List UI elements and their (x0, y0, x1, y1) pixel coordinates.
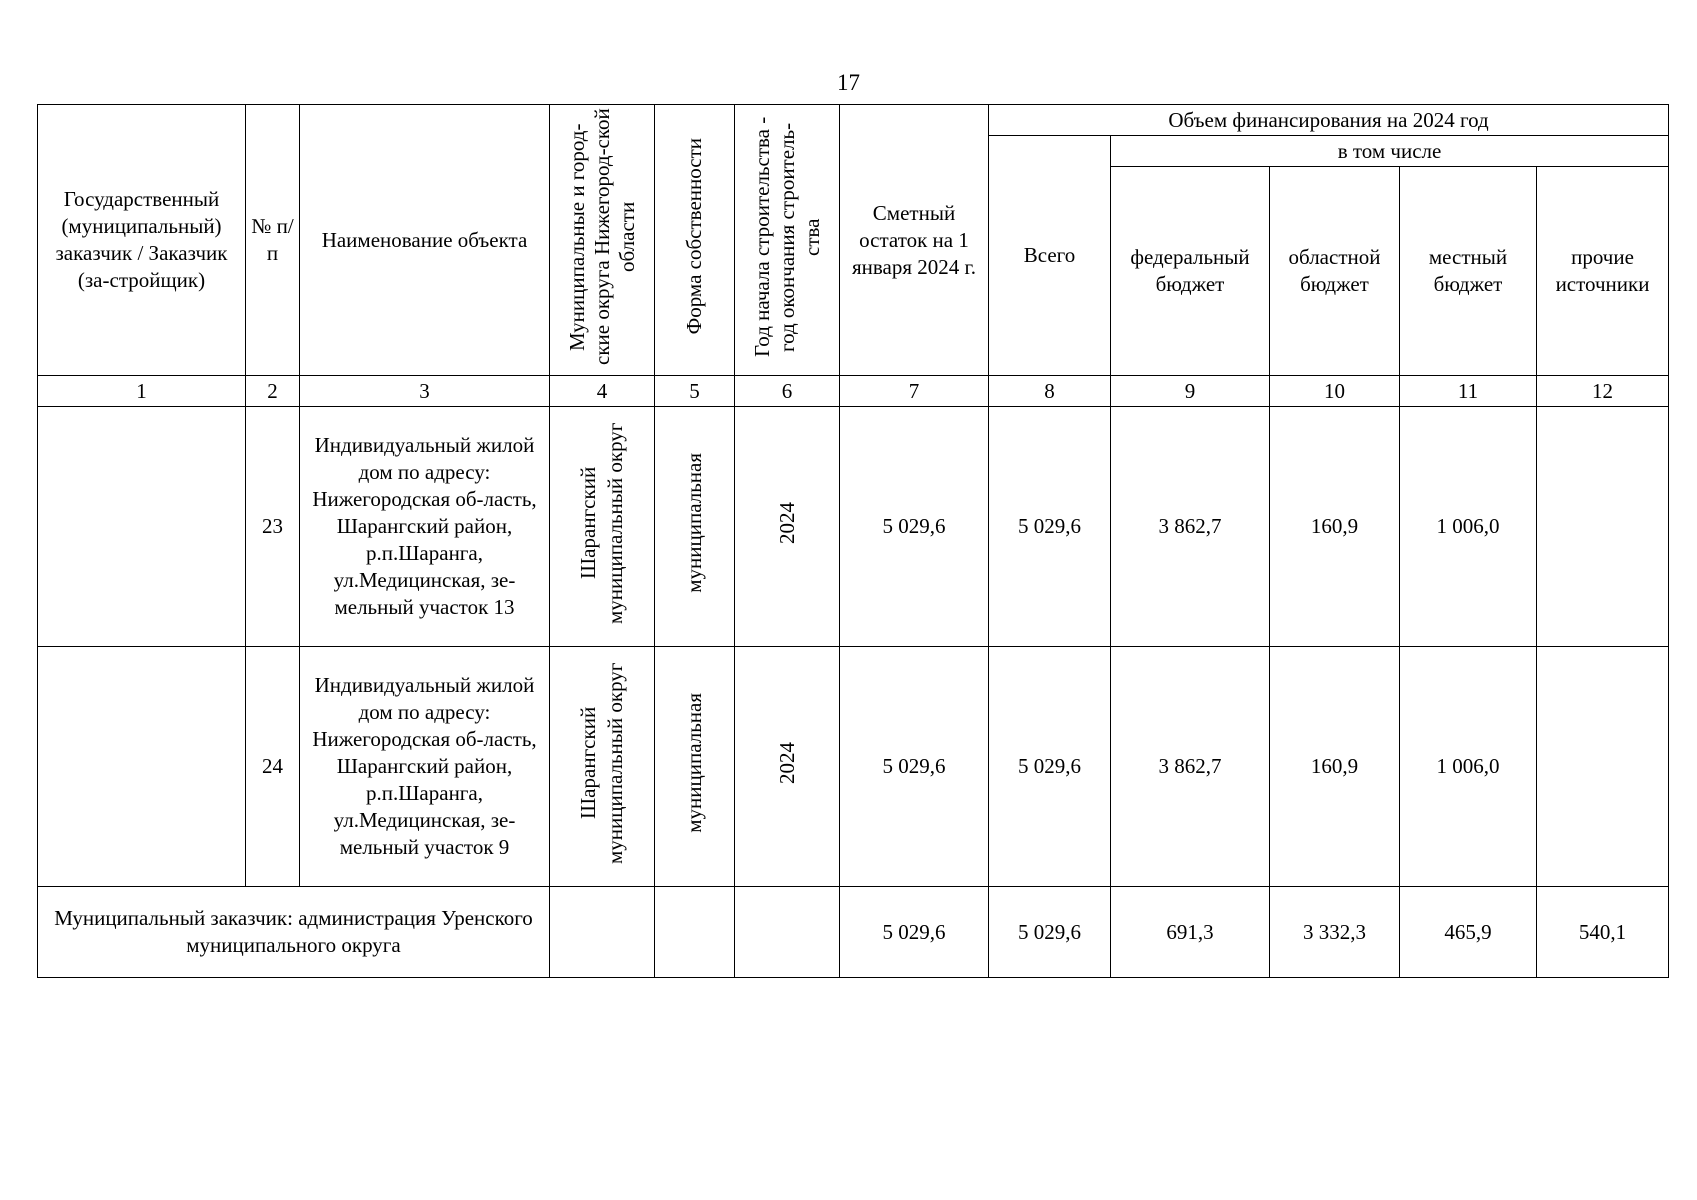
summary-empty (550, 887, 655, 978)
row-regional: 160,9 (1270, 407, 1400, 647)
row-object: Индивидуальный жилой дом по адресу: Нижегородская об-ласть, Шарангский район, р.п.Шаранга, ул.Медицинская, зе-мельный участок 9 (300, 647, 550, 887)
header-total: Всего (989, 136, 1111, 376)
column-number: 2 (246, 376, 300, 407)
summary-label: Муниципальный заказчик: администрация Уренского муниципального округа (38, 887, 550, 978)
header-municipalities-text: Муниципальные и город-ские округа Нижегород-ской области (564, 108, 639, 365)
summary-regional: 3 332,3 (1270, 887, 1400, 978)
header-federal: федеральный бюджет (1111, 167, 1270, 376)
row-ownership (655, 407, 735, 647)
row-year (735, 407, 840, 647)
row-federal: 3 862,7 (1111, 647, 1270, 887)
row-municipality (550, 407, 655, 647)
header-municipalities (550, 105, 655, 376)
header-estimate: Сметный остаток на 1 января 2024 г. (840, 105, 989, 376)
header-ownership (655, 105, 735, 376)
row-estimate: 5 029,6 (840, 407, 989, 647)
column-number: 10 (1270, 376, 1400, 407)
summary-row (38, 887, 1669, 978)
header-other: прочие источники (1537, 167, 1669, 376)
row-federal: 3 862,7 (1111, 407, 1270, 647)
summary-local: 465,9 (1400, 887, 1537, 978)
summary-total: 5 029,6 (989, 887, 1111, 978)
header-ownership-text: Форма собственности (682, 138, 706, 335)
row-num: 23 (246, 407, 300, 647)
row-local: 1 006,0 (1400, 407, 1537, 647)
summary-other: 540,1 (1537, 887, 1669, 978)
row-total: 5 029,6 (989, 407, 1111, 647)
header-num: № п/п (246, 105, 300, 376)
page-number: 17 (837, 70, 860, 95)
row-ownership (655, 647, 735, 887)
row-total: 5 029,6 (989, 647, 1111, 887)
summary-empty (735, 887, 840, 978)
row-ownership-text: муниципальная (682, 693, 706, 833)
financing-table (37, 104, 1669, 978)
row-object: Индивидуальный жилой дом по адресу: Нижегородская об-ласть, Шарангский район, р.п.Шаранга, ул.Медицинская, зе-мельный участок 13 (300, 407, 550, 647)
row-local: 1 006,0 (1400, 647, 1537, 887)
table-row (38, 407, 1669, 647)
column-number: 6 (735, 376, 840, 407)
row-customer (38, 407, 246, 647)
header-local: местный бюджет (1400, 167, 1537, 376)
row-municipality-text: Шарангский муниципальный округ (576, 662, 627, 864)
column-numbers-row (38, 376, 1669, 407)
row-year-text: 2024 (774, 502, 799, 544)
row-municipality (550, 647, 655, 887)
row-other (1537, 647, 1669, 887)
row-customer (38, 647, 246, 887)
row-estimate: 5 029,6 (840, 647, 989, 887)
column-number: 3 (300, 376, 550, 407)
summary-estimate: 5 029,6 (840, 887, 989, 978)
column-number: 8 (989, 376, 1111, 407)
header-including: в том числе (1111, 136, 1669, 167)
header-years-text: Год начала строительства - год окончания строитель-ства (749, 116, 824, 357)
header-object-name: Наименование объекта (300, 105, 550, 376)
column-number: 4 (550, 376, 655, 407)
row-municipality-text: Шарангский муниципальный округ (576, 422, 627, 624)
column-number: 5 (655, 376, 735, 407)
row-regional: 160,9 (1270, 647, 1400, 887)
column-number: 1 (38, 376, 246, 407)
column-number: 11 (1400, 376, 1537, 407)
header-regional: областной бюджет (1270, 167, 1400, 376)
column-number: 12 (1537, 376, 1669, 407)
row-other (1537, 407, 1669, 647)
row-ownership-text: муниципальная (682, 453, 706, 593)
header-funding: Объем финансирования на 2024 год (989, 105, 1669, 136)
row-year (735, 647, 840, 887)
column-number: 9 (1111, 376, 1270, 407)
row-num: 24 (246, 647, 300, 887)
table-row (38, 647, 1669, 887)
row-year-text: 2024 (774, 742, 799, 784)
header-years (735, 105, 840, 376)
summary-empty (655, 887, 735, 978)
summary-federal: 691,3 (1111, 887, 1270, 978)
header-customer: Государственный (муниципальный) заказчик / Заказчик (за-стройщик) (38, 105, 246, 376)
column-number: 7 (840, 376, 989, 407)
